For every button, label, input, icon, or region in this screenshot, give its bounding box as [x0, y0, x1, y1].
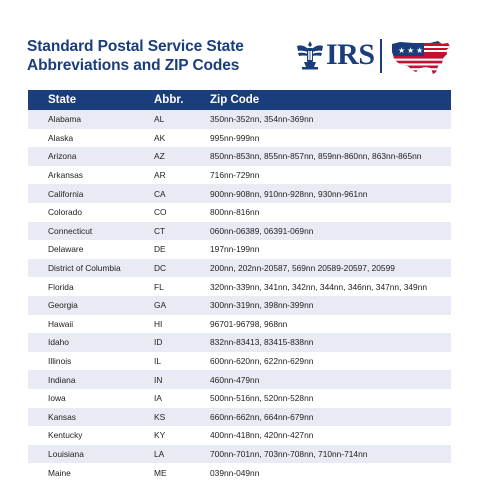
table-row — [28, 408, 451, 427]
cell-zip: 995nn-999nn — [210, 129, 451, 148]
table-row — [28, 222, 451, 241]
cell-state: Delaware — [28, 240, 154, 259]
title-line-1: Standard Postal Service State — [27, 38, 244, 55]
cell-zip: 500nn-516nn, 520nn-528nn — [210, 389, 451, 408]
cell-state: Arkansas — [28, 166, 154, 185]
cell-abbr: IA — [154, 389, 210, 408]
cell-zip: 350nn-352nn, 354nn-369nn — [210, 110, 451, 129]
table-row — [28, 333, 451, 352]
column-header-abbr: Abbr. — [154, 90, 210, 110]
cell-abbr: LA — [154, 445, 210, 464]
cell-abbr: AR — [154, 166, 210, 185]
cell-zip: 850nn-853nn, 855nn-857nn, 859nn-860nn, 863nn-865nn — [210, 147, 451, 166]
cell-abbr: AL — [154, 110, 210, 129]
title-line-2: Abbreviations and ZIP Codes — [27, 57, 240, 74]
svg-text:★: ★ — [416, 46, 424, 55]
cell-state: Iowa — [28, 389, 154, 408]
table-row — [28, 315, 451, 334]
cell-state: Alaska — [28, 129, 154, 148]
irs-logo-text: IRS — [326, 38, 375, 71]
column-header-zip: Zip Code — [210, 90, 451, 110]
table-row — [28, 166, 451, 185]
cell-state: Kansas — [28, 408, 154, 427]
cell-abbr: GA — [154, 296, 210, 315]
cell-state: Georgia — [28, 296, 154, 315]
cell-state: Connecticut — [28, 222, 154, 241]
cell-zip: 900nn-908nn, 910nn-928nn, 930nn-961nn — [210, 184, 451, 203]
cell-state: Idaho — [28, 333, 154, 352]
table-row — [28, 277, 451, 296]
page-title — [27, 37, 277, 75]
svg-text:★: ★ — [407, 46, 415, 55]
table-row — [28, 203, 451, 222]
cell-abbr: IN — [154, 370, 210, 389]
table-row — [28, 129, 451, 148]
cell-zip: 800nn-816nn — [210, 203, 451, 222]
table-row — [28, 296, 451, 315]
cell-state: Kentucky — [28, 426, 154, 445]
cell-abbr: CA — [154, 184, 210, 203]
cell-zip: 060nn-06389, 06391-069nn — [210, 222, 451, 241]
cell-abbr: CT — [154, 222, 210, 241]
zip-code-table — [28, 90, 451, 482]
logo-divider — [380, 39, 382, 73]
table-row — [28, 147, 451, 166]
table-row — [28, 370, 451, 389]
table-row — [28, 426, 451, 445]
cell-zip: 96701-96798, 968nn — [210, 315, 451, 334]
cell-abbr: ID — [154, 333, 210, 352]
svg-text:★: ★ — [398, 46, 406, 55]
cell-abbr: DE — [154, 240, 210, 259]
cell-zip: 200nn, 202nn-20587, 569nn 20589-20597, 20599 — [210, 259, 451, 278]
cell-zip: 832nn-83413, 83415-838nn — [210, 333, 451, 352]
cell-abbr: IL — [154, 352, 210, 371]
cell-state: Alabama — [28, 110, 154, 129]
cell-abbr: KS — [154, 408, 210, 427]
table-row — [28, 110, 451, 129]
cell-state: Florida — [28, 277, 154, 296]
cell-state: Indiana — [28, 370, 154, 389]
cell-abbr: AK — [154, 129, 210, 148]
cell-abbr: FL — [154, 277, 210, 296]
cell-abbr: DC — [154, 259, 210, 278]
cell-abbr: ME — [154, 463, 210, 482]
table-row — [28, 389, 451, 408]
cell-state: Arizona — [28, 147, 154, 166]
cell-zip: 300nn-319nn, 398nn-399nn — [210, 296, 451, 315]
cell-abbr: CO — [154, 203, 210, 222]
cell-zip: 716nn-729nn — [210, 166, 451, 185]
cell-state: Colorado — [28, 203, 154, 222]
table-header — [28, 90, 451, 110]
cell-state: District of Columbia — [28, 259, 154, 278]
irs-eagle-seal-icon — [296, 40, 324, 70]
cell-state: Hawaii — [28, 315, 154, 334]
cell-abbr: AZ — [154, 147, 210, 166]
column-header-state: State — [28, 90, 154, 110]
cell-zip: 600nn-620nn, 622nn-629nn — [210, 352, 451, 371]
table-row — [28, 259, 451, 278]
cell-state: Maine — [28, 463, 154, 482]
cell-abbr: HI — [154, 315, 210, 334]
cell-zip: 320nn-339nn, 341nn, 342nn, 344nn, 346nn, 347nn, 349nn — [210, 277, 451, 296]
cell-zip: 400nn-418nn, 420nn-427nn — [210, 426, 451, 445]
cell-zip: 039nn-049nn — [210, 463, 451, 482]
cell-zip: 700nn-701nn, 703nn-708nn, 710nn-714nn — [210, 445, 451, 464]
cell-state: Louisiana — [28, 445, 154, 464]
table-row — [28, 445, 451, 464]
cell-zip: 460nn-479nn — [210, 370, 451, 389]
cell-zip: 660nn-662nn, 664nn-679nn — [210, 408, 451, 427]
cell-state: California — [28, 184, 154, 203]
table-row — [28, 184, 451, 203]
zip-code-table-container — [28, 90, 451, 482]
table-body — [28, 110, 451, 482]
cell-zip: 197nn-199nn — [210, 240, 451, 259]
table-row — [28, 463, 451, 482]
cell-abbr: KY — [154, 426, 210, 445]
us-map-flag-icon — [390, 40, 452, 76]
table-row — [28, 352, 451, 371]
cell-state: Illinois — [28, 352, 154, 371]
table-row — [28, 240, 451, 259]
